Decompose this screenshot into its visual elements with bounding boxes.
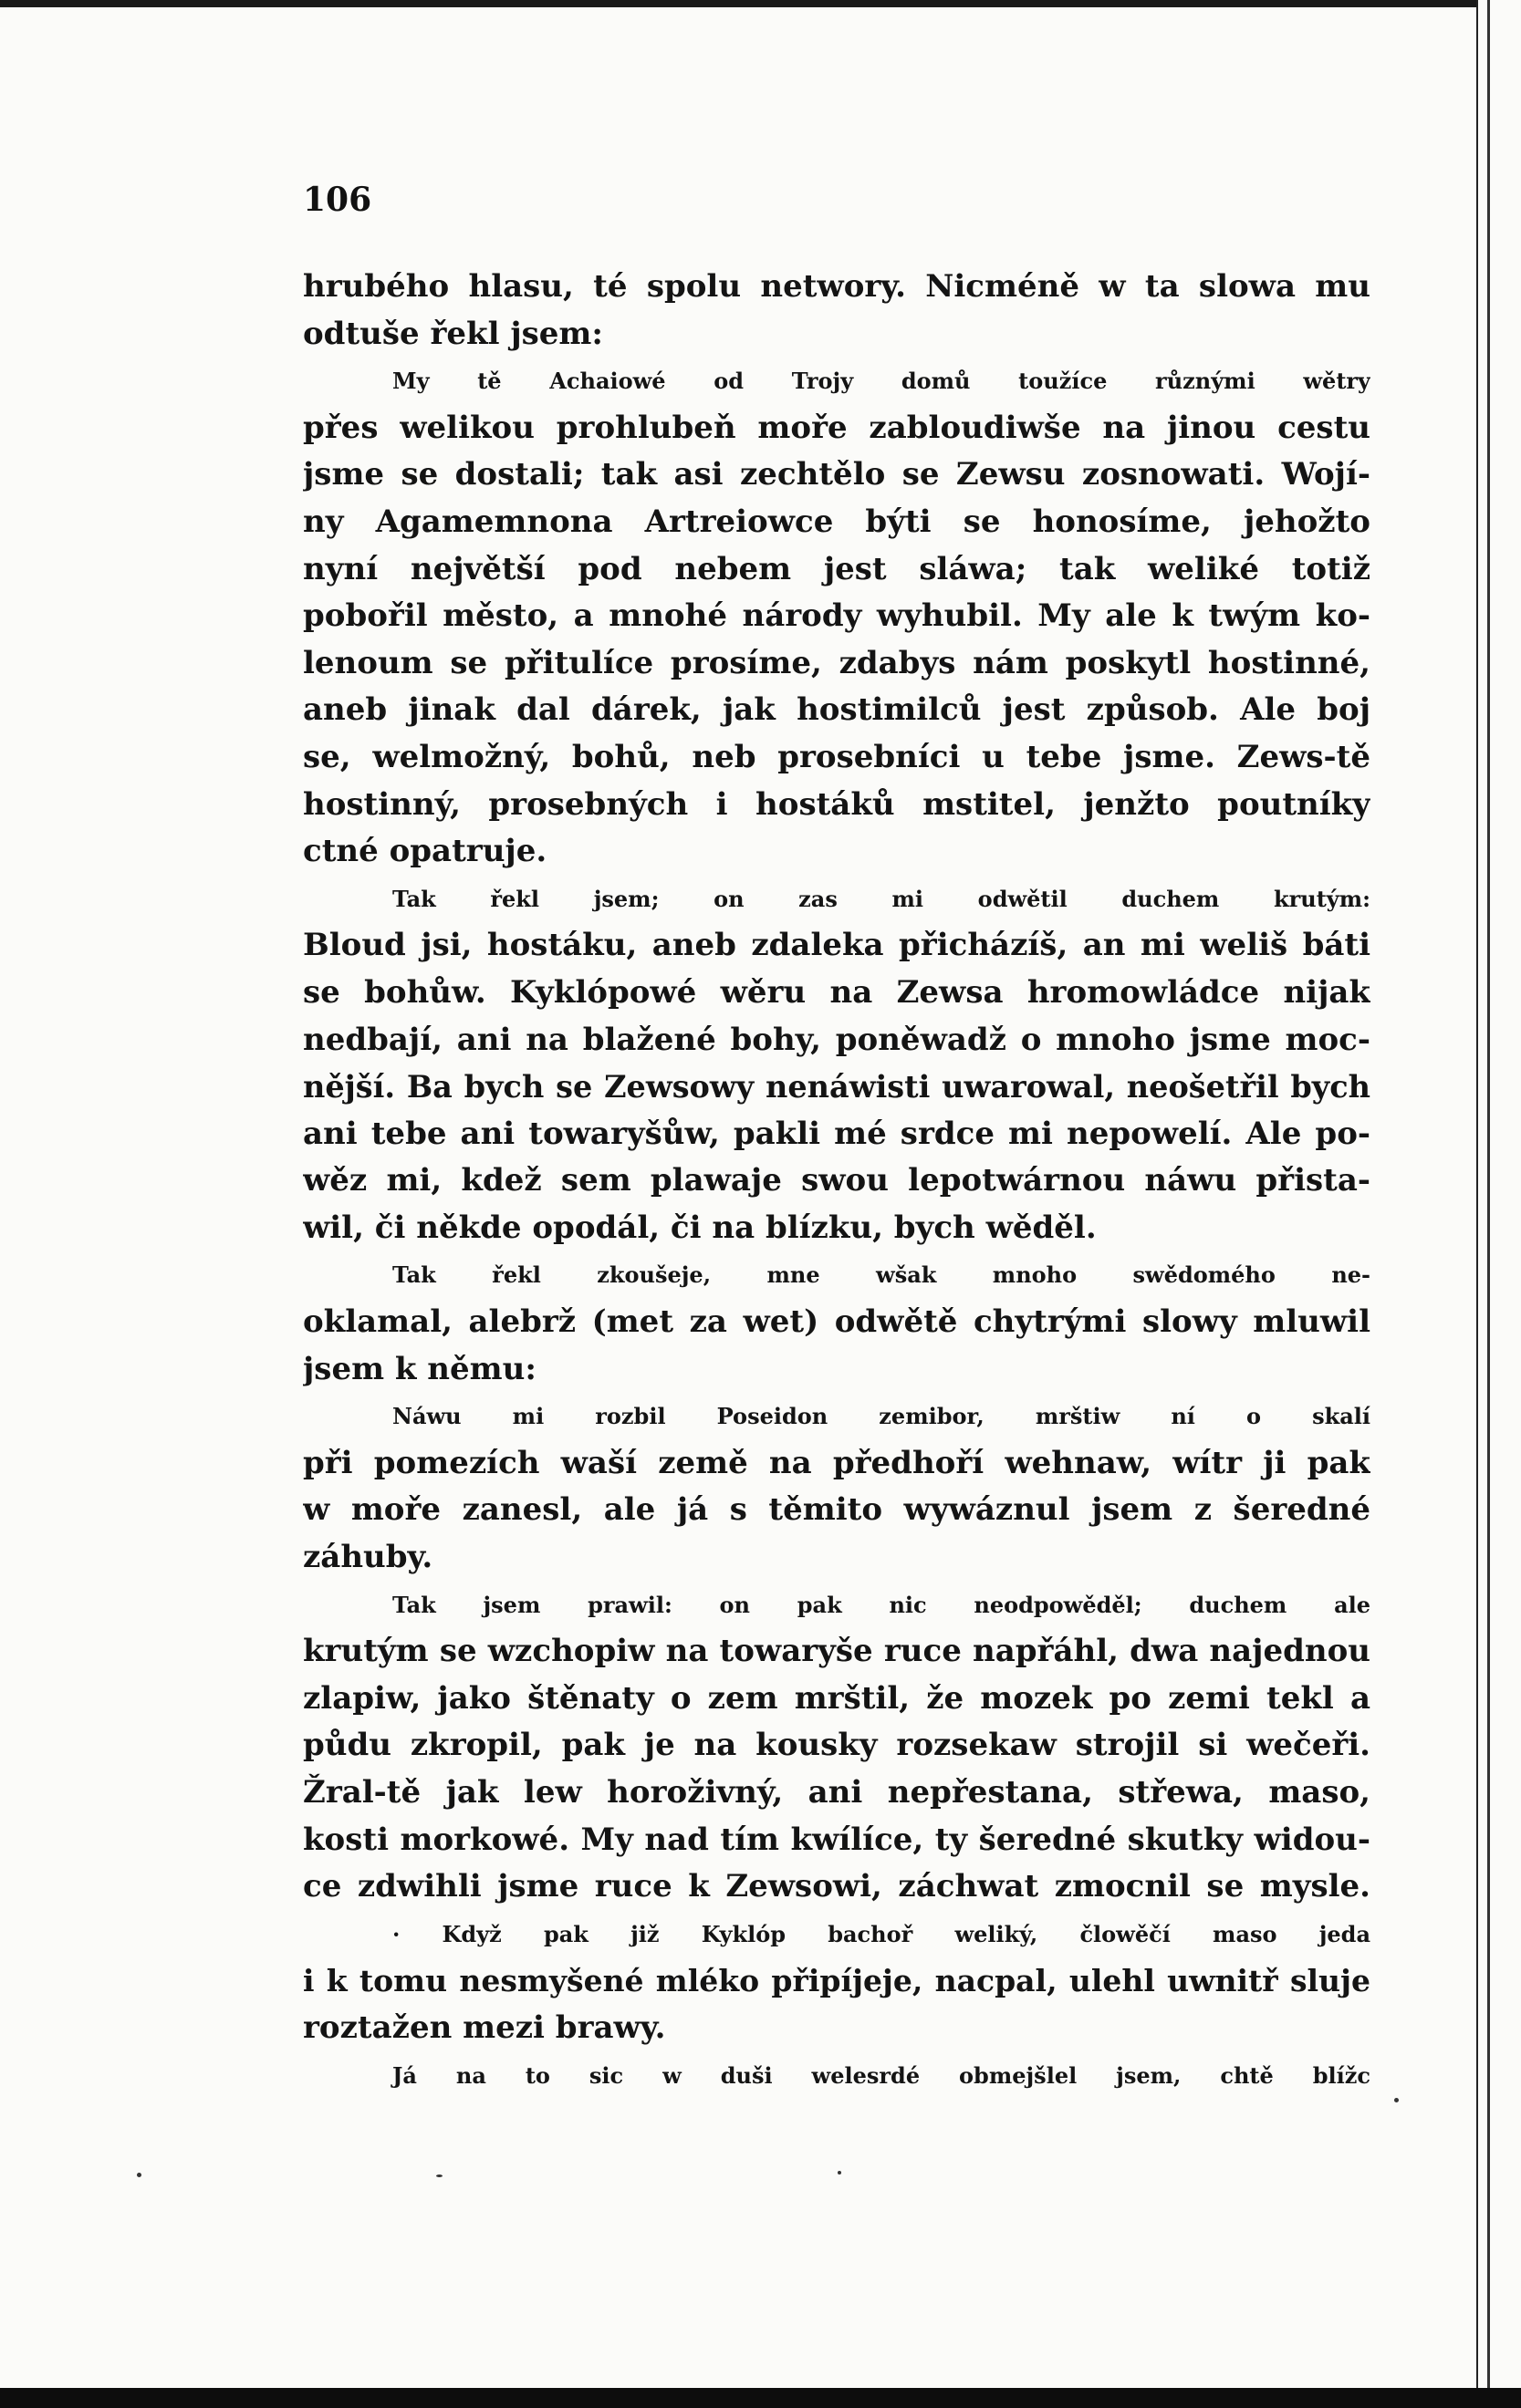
- page-right-edge: [1476, 0, 1521, 2408]
- scan-speck: [1394, 2098, 1399, 2102]
- text-line: ny Agamemnona Artreiowce býti se honosíme, jehožto: [303, 503, 1370, 540]
- text-line: wil, či někde opodál, či na blízku, bych wěděl.: [303, 1209, 1097, 1246]
- text-line: Tak řekl zkoušeje, mne wšak mnoho swědomého ne-: [392, 1261, 1370, 1289]
- scan-bottom-edge: [0, 2388, 1521, 2408]
- text-line: Tak jsem prawil: on pak nic neodpowěděl; duchem ale: [392, 1591, 1370, 1618]
- text-line: jsem k němu:: [303, 1350, 537, 1387]
- page-number: 106: [303, 181, 372, 219]
- text-line: aneb jinak dal dárek, jak hostimilců jest způsob. Ale boj: [303, 691, 1370, 729]
- text-line: · Když pak již Kyklóp bachoř weliký, člowěčí maso jeda: [392, 1920, 1370, 1947]
- text-line: zlapiw, jako štěnaty o zem mrštil, že mozek po zemi tekl a: [303, 1679, 1370, 1717]
- text-line: nější. Ba bych se Zewsowy nenáwisti uwarowal, neošetřil bych: [303, 1069, 1370, 1105]
- body-text: [303, 264, 1370, 2099]
- text-line: ce zdwihli jsme ruce k Zewsowi, záchwat zmocnil se mysle.: [303, 1868, 1370, 1905]
- text-line: w moře zanesl, ale já s těmito wywáznul jsem z šeredné: [303, 1491, 1370, 1529]
- text-line: hrubého hlasu, té spolu networy. Nicméně w ta slowa mu: [303, 268, 1370, 305]
- scan-speck: [436, 2174, 443, 2177]
- text-line: se, welmožný, bohů, neb prosebníci u tebe jsme. Zews-tě: [303, 738, 1370, 775]
- text-line: oklamal, alebrž (met za wet) odwětě chytrými slowy mluwil: [303, 1303, 1370, 1341]
- text-line: ani tebe ani towaryšůw, pakli mé srdce mi nepowelí. Ale po-: [303, 1115, 1370, 1152]
- text-line: kosti morkowé. My nad tím kwílíce, ty šeredné skutky widou-: [303, 1821, 1370, 1858]
- text-line: jsme se dostali; tak asi zechtělo se Zewsu zosnowati. Wojí-: [303, 456, 1370, 493]
- text-line: My tě Achaiowé od Trojy domů toužíce různými wětry: [392, 368, 1370, 395]
- text-line: Bloud jsi, hostáku, aneb zdaleka přicházíš, an mi weliš báti: [303, 927, 1370, 964]
- page-fold-line: [1487, 0, 1490, 2408]
- text-line: nedbají, ani na blažené bohy, poněwadž o mnoho jsme moc-: [303, 1021, 1370, 1058]
- text-line: Náwu mi rozbil Poseidon zemibor, mrštiw ní o skalí: [392, 1403, 1370, 1430]
- text-line: Žral-tě jak lew horoživný, ani nepřestana, střewa, maso,: [303, 1774, 1370, 1811]
- text-line: se bohůw. Kyklópowé wěru na Zewsa hromowládce nijak: [303, 973, 1370, 1011]
- text-line: nyní největší pod nebem jest sláwa; tak weliké totiž: [303, 550, 1370, 587]
- text-line: půdu zkropil, pak je na kousky rozsekaw strojil si wečeři.: [303, 1727, 1370, 1764]
- text-line: záhuby.: [303, 1539, 433, 1576]
- text-line: Tak řekl jsem; on zas mi odwětil duchem krutým:: [392, 885, 1370, 912]
- scan-top-edge: [0, 0, 1521, 7]
- text-line: pobořil město, a mnohé národy wyhubil. My ale k twým ko-: [303, 597, 1370, 635]
- text-line: i k tomu nesmyšené mléko připíjeje, nacpal, ulehl uwnitř sluje: [303, 1963, 1370, 1999]
- text-line: wěz mi, kdež sem plawaje swou lepotwárnou náwu přista-: [303, 1162, 1370, 1199]
- scan-speck: [838, 2171, 841, 2174]
- text-line: Já na to sic w duši welesrdé obmejšlel jsem, chtě blížc: [392, 2061, 1370, 2089]
- text-line: lenoum se přitulíce prosíme, zdabys nám poskytl hostinné,: [303, 644, 1370, 681]
- text-line: ctné opatruje.: [303, 833, 547, 870]
- text-line: hostinný, prosebných i hostáků mstitel, jenžto poutníky: [303, 785, 1370, 823]
- scan-speck: [137, 2173, 141, 2177]
- text-line: při pomezích waší země na předhoří wehnaw, wítr ji pak: [303, 1444, 1370, 1481]
- text-line: krutým se wzchopiw na towaryše ruce napřáhl, dwa najednou: [303, 1633, 1370, 1670]
- text-line: odtuše řekl jsem:: [303, 315, 603, 352]
- text-line: přes welikou prohlubeň moře zabloudiwše na jinou cestu: [303, 409, 1370, 446]
- text-line: roztažen mezi brawy.: [303, 2008, 666, 2046]
